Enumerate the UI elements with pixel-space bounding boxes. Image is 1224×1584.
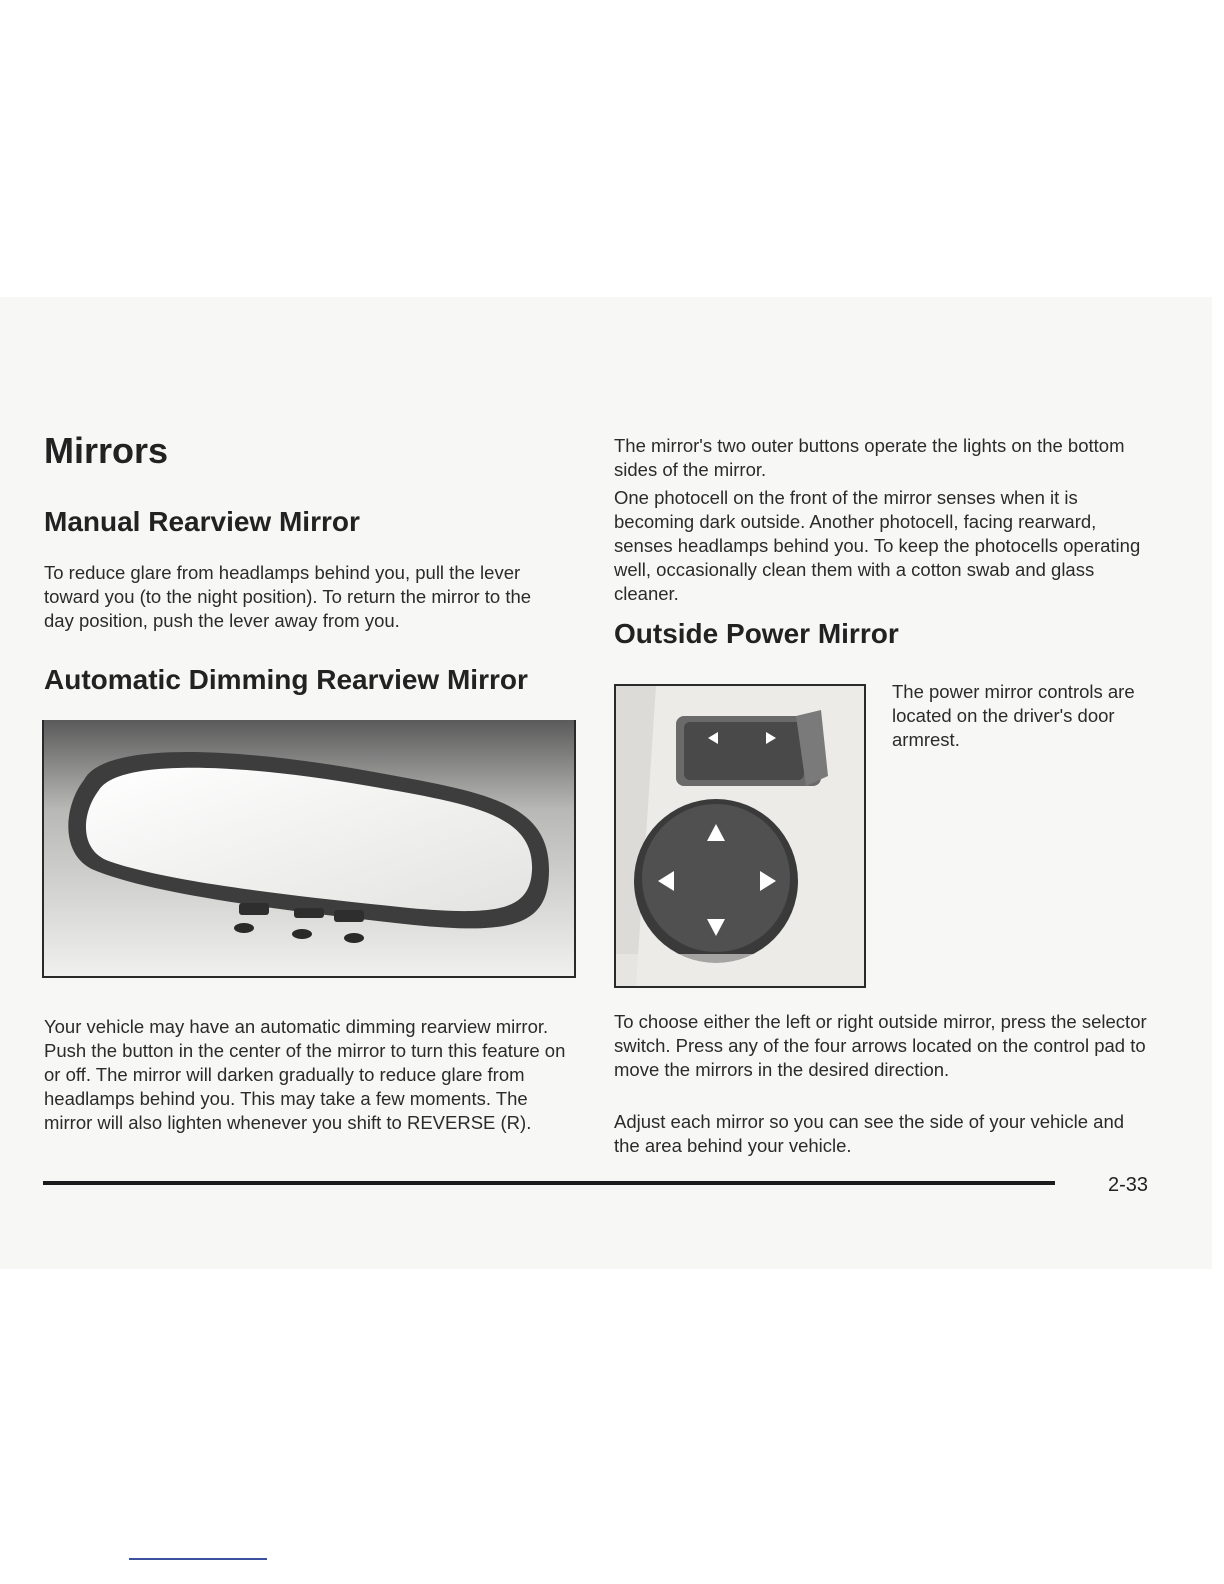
choose-mirror-text: To choose either the left or right outside mirror, press the selector switch. Press any of the four arrows located on the control pad to move the mirrors in the desired direction. [614,1011,1147,1080]
power-mirror-controls-illustration-icon [616,686,864,986]
auto-dimming-heading: Automatic Dimming Rearview Mirror [44,664,528,695]
manual-rearview-heading: Manual Rearview Mirror [44,506,360,537]
power-mirror-controls-figure [614,684,866,988]
rearview-mirror-figure [42,720,576,978]
controls-location-text: The power mirror controls are located on the driver's door armrest. [892,681,1135,750]
page-number: 2-33 [1108,1174,1149,1196]
outer-buttons-text: The mirror's two outer buttons operate the lights on the bottom sides of the mirror. [614,435,1125,480]
footer-rule [43,1181,1055,1185]
rearview-mirror-illustration-icon [44,720,574,976]
auto-dimming-text: Your vehicle may have an automatic dimming rearview mirror. Push the button in the center of the mirror to turn this feature on or off. The mirror will darken gradually to reduce glare from headlamps behind you. This may take a few moments. The mirror will also lighten whenever you shift to REVERSE (R). [44,1016,566,1133]
manual-rearview-text: To reduce glare from headlamps behind you, pull the lever toward you (to the night position). To return the mirror to the day position, push the lever away from you. [44,562,532,631]
outside-power-mirror-heading: Outside Power Mirror [614,618,899,649]
page-title: Mirrors [44,430,169,471]
adjust-mirror-text: Adjust each mirror so you can see the side of your vehicle and the area behind your vehicle. [614,1111,1125,1156]
photocell-text: One photocell on the front of the mirror senses when it is becoming dark outside. Another photocell, facing rearward, senses headlamps behind you. To keep the photocells operating well, occasionally clean them with a cotton swab and glass cleaner. [614,487,1141,604]
footer-link-underline [129,1558,267,1560]
